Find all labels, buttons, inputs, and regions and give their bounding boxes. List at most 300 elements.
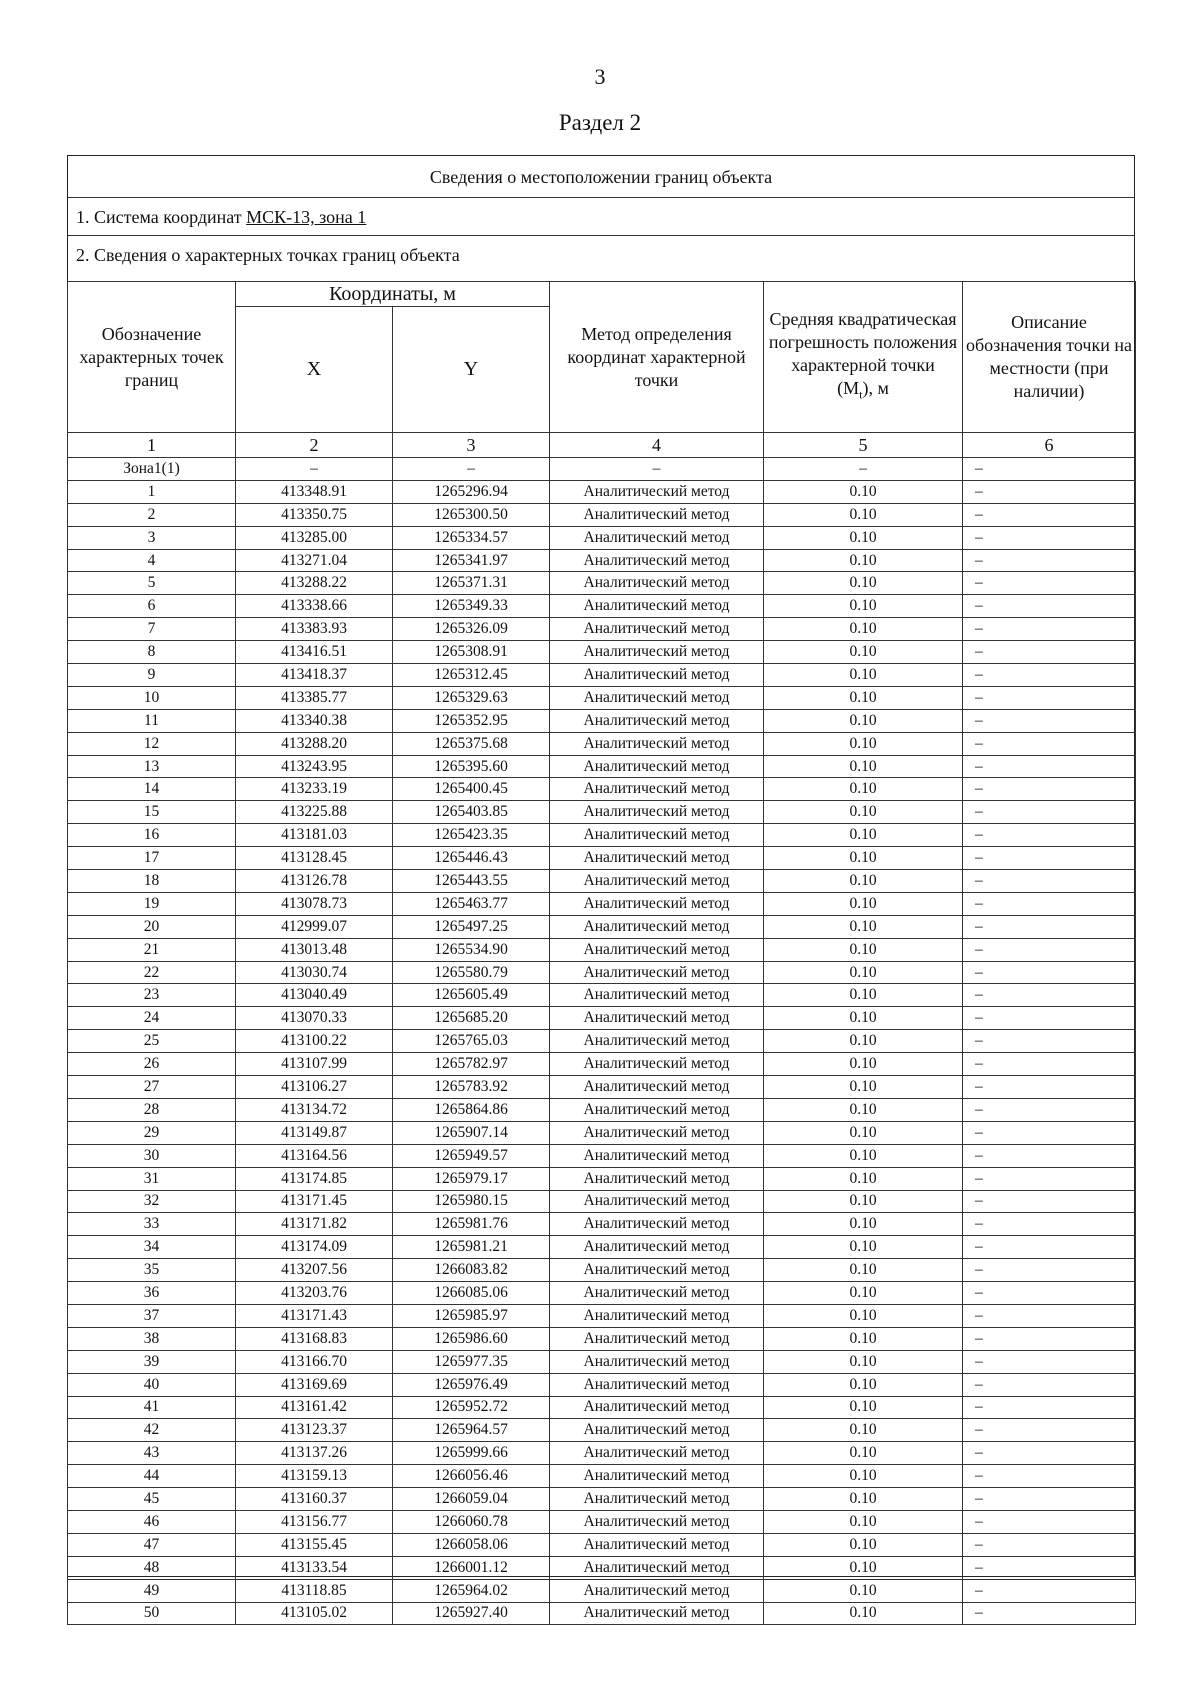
cell-error: 0.10	[764, 801, 963, 824]
cell-error: 0.10	[764, 480, 963, 503]
table-row	[68, 549, 1136, 572]
cell-y: 1266059.04	[393, 1488, 550, 1511]
cell-method: Аналитический метод	[550, 1396, 764, 1419]
table-row	[68, 1350, 1136, 1373]
column-number: 1	[68, 433, 236, 458]
cell-y: 1266001.12	[393, 1556, 550, 1579]
header-error-sub: t	[859, 387, 863, 402]
cell-error: 0.10	[764, 1602, 963, 1625]
cell-description: –	[963, 1465, 1136, 1488]
cell-designation: 27	[68, 1076, 236, 1099]
cell-designation: 38	[68, 1327, 236, 1350]
table-row	[68, 755, 1136, 778]
cell-error: 0.10	[764, 1488, 963, 1511]
cell-error: 0.10	[764, 892, 963, 915]
header-error-unit: ), м	[862, 377, 889, 398]
header-error-symbol: (M	[837, 377, 860, 398]
cell-error: 0.10	[764, 1259, 963, 1282]
cell-description: –	[963, 1327, 1136, 1350]
cell-description: –	[963, 1510, 1136, 1533]
cell-description: –	[963, 526, 1136, 549]
cell-x: 413159.13	[236, 1465, 393, 1488]
cell-designation: 31	[68, 1167, 236, 1190]
cell-description: –	[963, 549, 1136, 572]
page-number: 3	[594, 64, 606, 89]
cell-method: Аналитический метод	[550, 732, 764, 755]
cell-y: 1265927.40	[393, 1602, 550, 1625]
cell-error: 0.10	[764, 664, 963, 687]
cell-error: 0.10	[764, 1144, 963, 1167]
cell-x: 413225.88	[236, 801, 393, 824]
cell-method: Аналитический метод	[550, 549, 764, 572]
cell-x: 413105.02	[236, 1602, 393, 1625]
cell-description: –	[963, 1304, 1136, 1327]
cell-description: –	[963, 1236, 1136, 1259]
table-row	[68, 1213, 1136, 1236]
cell-method: Аналитический метод	[550, 915, 764, 938]
cell-x: 413030.74	[236, 961, 393, 984]
cell-error: 0.10	[764, 1556, 963, 1579]
cell-y: 1265308.91	[393, 641, 550, 664]
cell-designation: 22	[68, 961, 236, 984]
cell-description: –	[963, 1579, 1136, 1602]
cell-y: 1265964.02	[393, 1579, 550, 1602]
cell-x: 413181.03	[236, 824, 393, 847]
table-row	[68, 824, 1136, 847]
cell-designation: 26	[68, 1053, 236, 1076]
cell-x: 413285.00	[236, 526, 393, 549]
cell-description: –	[963, 1488, 1136, 1511]
cell-designation: 16	[68, 824, 236, 847]
cell-method: Аналитический метод	[550, 1236, 764, 1259]
table-row	[68, 1556, 1136, 1579]
cell-y: 1265907.14	[393, 1121, 550, 1144]
column-number-row	[68, 433, 1136, 458]
table-row	[68, 870, 1136, 893]
cell-error: 0.10	[764, 755, 963, 778]
cell-error: 0.10	[764, 938, 963, 961]
cell-method: Аналитический метод	[550, 1304, 764, 1327]
cell-error: 0.10	[764, 1236, 963, 1259]
cell-method: Аналитический метод	[550, 755, 764, 778]
cell-y: 1265685.20	[393, 1007, 550, 1030]
header-coordinates: Координаты, м	[236, 282, 550, 307]
table-row	[68, 938, 1136, 961]
table-row	[68, 503, 1136, 526]
table-row	[68, 1579, 1136, 1602]
cell-y: 1265443.55	[393, 870, 550, 893]
cell-error: 0.10	[764, 1213, 963, 1236]
cell-y: 1265999.66	[393, 1442, 550, 1465]
cell-description: –	[963, 1007, 1136, 1030]
cell-designation: 15	[68, 801, 236, 824]
cell-method: Аналитический метод	[550, 1373, 764, 1396]
cell-x: 413233.19	[236, 778, 393, 801]
coordinate-system-prefix: 1. Система координат	[76, 207, 242, 227]
table-row	[68, 1396, 1136, 1419]
cell-x: 413126.78	[236, 870, 393, 893]
cell-description: –	[963, 1076, 1136, 1099]
cell-y: 1266056.46	[393, 1465, 550, 1488]
table-row	[68, 1030, 1136, 1053]
cell-description: –	[963, 1144, 1136, 1167]
cell-description: –	[963, 458, 1136, 481]
cell-designation: 46	[68, 1510, 236, 1533]
header-error-text: Средняя квадратическая погрешность положения характерной точки	[768, 308, 958, 375]
table-row	[68, 1007, 1136, 1030]
cell-designation: 28	[68, 1098, 236, 1121]
cell-error: 0.10	[764, 847, 963, 870]
cell-description: –	[963, 892, 1136, 915]
cell-y: 1265986.60	[393, 1327, 550, 1350]
cell-method: –	[550, 458, 764, 481]
cell-description: –	[963, 1167, 1136, 1190]
cell-method: Аналитический метод	[550, 1190, 764, 1213]
points-heading: 2. Сведения о характерных точках границ объекта	[76, 245, 460, 265]
cell-y: 1265446.43	[393, 847, 550, 870]
cell-error: 0.10	[764, 1465, 963, 1488]
cell-y: 1265979.17	[393, 1167, 550, 1190]
cell-y: 1265352.95	[393, 709, 550, 732]
table-row	[68, 1236, 1136, 1259]
cell-description: –	[963, 824, 1136, 847]
cell-description: –	[963, 1350, 1136, 1373]
cell-x: 413160.37	[236, 1488, 393, 1511]
cell-y: 1265296.94	[393, 480, 550, 503]
cell-error: 0.10	[764, 1053, 963, 1076]
block-title: Сведения о местоположении границ объекта	[68, 156, 1134, 198]
table-row	[68, 618, 1136, 641]
table-row	[68, 961, 1136, 984]
table-row	[68, 480, 1136, 503]
cell-x: 413166.70	[236, 1350, 393, 1373]
cell-description: –	[963, 1533, 1136, 1556]
cell-error: 0.10	[764, 1030, 963, 1053]
cell-method: Аналитический метод	[550, 503, 764, 526]
cell-designation: 34	[68, 1236, 236, 1259]
cell-x: 413100.22	[236, 1030, 393, 1053]
cell-y: 1265395.60	[393, 755, 550, 778]
cell-y: 1265977.35	[393, 1350, 550, 1373]
cell-x: 413383.93	[236, 618, 393, 641]
cell-x: 413243.95	[236, 755, 393, 778]
cell-method: Аналитический метод	[550, 1053, 764, 1076]
header-y: Y	[393, 307, 550, 433]
cell-x: 413164.56	[236, 1144, 393, 1167]
cell-error: 0.10	[764, 984, 963, 1007]
cell-error: 0.10	[764, 1190, 963, 1213]
table-row	[68, 641, 1136, 664]
cell-method: Аналитический метод	[550, 1259, 764, 1282]
table-row	[68, 686, 1136, 709]
cell-designation: 32	[68, 1190, 236, 1213]
section-title: Раздел 2	[558, 110, 642, 135]
coordinate-system-value: МСК-13, зона 1	[246, 207, 367, 227]
cell-error: 0.10	[764, 1533, 963, 1556]
cell-x: 413070.33	[236, 1007, 393, 1030]
cell-x: 413149.87	[236, 1121, 393, 1144]
cell-designation: 47	[68, 1533, 236, 1556]
cell-x: 413169.69	[236, 1373, 393, 1396]
cell-designation: 17	[68, 847, 236, 870]
cell-method: Аналитический метод	[550, 1282, 764, 1305]
cell-error: 0.10	[764, 1510, 963, 1533]
cell-designation: 25	[68, 1030, 236, 1053]
cell-designation: 14	[68, 778, 236, 801]
cell-y: 1265497.25	[393, 915, 550, 938]
cell-method: Аналитический метод	[550, 824, 764, 847]
cell-method: Аналитический метод	[550, 1579, 764, 1602]
cell-designation: 43	[68, 1442, 236, 1465]
table-row	[68, 1510, 1136, 1533]
cell-description: –	[963, 1602, 1136, 1625]
cell-y: 1265976.49	[393, 1373, 550, 1396]
cell-y: 1265949.57	[393, 1144, 550, 1167]
cell-y: 1265952.72	[393, 1396, 550, 1419]
column-number: 6	[963, 433, 1136, 458]
cell-x: 413107.99	[236, 1053, 393, 1076]
cell-error: –	[764, 458, 963, 481]
cell-error: 0.10	[764, 595, 963, 618]
cell-y: 1265326.09	[393, 618, 550, 641]
table-row	[68, 1144, 1136, 1167]
table-row	[68, 1076, 1136, 1099]
cell-error: 0.10	[764, 572, 963, 595]
cell-x: 413203.76	[236, 1282, 393, 1305]
cell-error: 0.10	[764, 961, 963, 984]
cell-x: 413128.45	[236, 847, 393, 870]
cell-error: 0.10	[764, 1304, 963, 1327]
cell-method: Аналитический метод	[550, 1419, 764, 1442]
cell-description: –	[963, 1098, 1136, 1121]
column-number: 2	[236, 433, 393, 458]
table-row	[68, 915, 1136, 938]
cell-method: Аналитический метод	[550, 1030, 764, 1053]
cell-x: 413288.20	[236, 732, 393, 755]
cell-y: 1265580.79	[393, 961, 550, 984]
cell-x: 413078.73	[236, 892, 393, 915]
table-row	[68, 1259, 1136, 1282]
cell-method: Аналитический метод	[550, 961, 764, 984]
cell-x: 413134.72	[236, 1098, 393, 1121]
cell-description: –	[963, 503, 1136, 526]
cell-method: Аналитический метод	[550, 664, 764, 687]
cell-method: Аналитический метод	[550, 892, 764, 915]
cell-y: 1265864.86	[393, 1098, 550, 1121]
cell-description: –	[963, 664, 1136, 687]
cell-x: 413271.04	[236, 549, 393, 572]
zone-row	[68, 458, 1136, 481]
table-row	[68, 1488, 1136, 1511]
cell-designation: 23	[68, 984, 236, 1007]
cell-error: 0.10	[764, 1419, 963, 1442]
cell-method: Аналитический метод	[550, 870, 764, 893]
cell-x: 413174.09	[236, 1236, 393, 1259]
cell-method: Аналитический метод	[550, 595, 764, 618]
cell-method: Аналитический метод	[550, 1488, 764, 1511]
cell-x: 413385.77	[236, 686, 393, 709]
cell-x: 413123.37	[236, 1419, 393, 1442]
table-row	[68, 595, 1136, 618]
cell-designation: 36	[68, 1282, 236, 1305]
table-row	[68, 1098, 1136, 1121]
cell-x: 413340.38	[236, 709, 393, 732]
table-row	[68, 664, 1136, 687]
cell-x: 413118.85	[236, 1579, 393, 1602]
cell-method: Аналитический метод	[550, 480, 764, 503]
table-row	[68, 709, 1136, 732]
cell-designation: Зона1(1)	[68, 458, 236, 481]
cell-description: –	[963, 1396, 1136, 1419]
cell-error: 0.10	[764, 686, 963, 709]
cell-x: 413133.54	[236, 1556, 393, 1579]
cell-designation: 33	[68, 1213, 236, 1236]
table-row	[68, 1282, 1136, 1305]
cell-designation: 13	[68, 755, 236, 778]
table-row	[68, 801, 1136, 824]
cell-designation: 5	[68, 572, 236, 595]
cell-error: 0.10	[764, 1327, 963, 1350]
header-error	[764, 282, 963, 433]
cell-method: Аналитический метод	[550, 526, 764, 549]
cell-method: Аналитический метод	[550, 1465, 764, 1488]
table-row	[68, 1304, 1136, 1327]
cell-method: Аналитический метод	[550, 572, 764, 595]
cell-y: 1265782.97	[393, 1053, 550, 1076]
table-row	[68, 1465, 1136, 1488]
table-row	[68, 572, 1136, 595]
cell-x: 413171.43	[236, 1304, 393, 1327]
cell-error: 0.10	[764, 503, 963, 526]
cell-designation: 7	[68, 618, 236, 641]
cell-designation: 20	[68, 915, 236, 938]
table-row	[68, 892, 1136, 915]
cell-x: 412999.07	[236, 915, 393, 938]
table-row	[68, 526, 1136, 549]
cell-x: 413156.77	[236, 1510, 393, 1533]
cell-method: Аналитический метод	[550, 1007, 764, 1030]
cell-method: Аналитический метод	[550, 1442, 764, 1465]
cell-designation: 35	[68, 1259, 236, 1282]
cell-y: 1265371.31	[393, 572, 550, 595]
table-row	[68, 778, 1136, 801]
table-row	[68, 984, 1136, 1007]
cell-method: Аналитический метод	[550, 1098, 764, 1121]
table-header	[68, 282, 1136, 458]
cell-designation: 21	[68, 938, 236, 961]
cell-y: 1266083.82	[393, 1259, 550, 1282]
cell-method: Аналитический метод	[550, 686, 764, 709]
cell-designation: 8	[68, 641, 236, 664]
header-method: Метод определения координат характерной точки	[550, 282, 764, 433]
cell-method: Аналитический метод	[550, 1510, 764, 1533]
cell-designation: 29	[68, 1121, 236, 1144]
table-body	[68, 458, 1136, 1625]
cell-method: Аналитический метод	[550, 1213, 764, 1236]
cell-description: –	[963, 595, 1136, 618]
cell-designation: 1	[68, 480, 236, 503]
cell-error: 0.10	[764, 870, 963, 893]
cell-x: 413171.82	[236, 1213, 393, 1236]
cell-method: Аналитический метод	[550, 1144, 764, 1167]
table-row	[68, 1602, 1136, 1625]
table-row	[68, 1190, 1136, 1213]
cell-designation: 10	[68, 686, 236, 709]
cell-x: 413288.22	[236, 572, 393, 595]
table-row	[68, 1373, 1136, 1396]
cell-x: 413418.37	[236, 664, 393, 687]
cell-designation: 42	[68, 1419, 236, 1442]
cell-y: 1265341.97	[393, 549, 550, 572]
cell-description: –	[963, 1419, 1136, 1442]
cell-designation: 4	[68, 549, 236, 572]
cell-method: Аналитический метод	[550, 1533, 764, 1556]
cell-method: Аналитический метод	[550, 641, 764, 664]
cell-description: –	[963, 686, 1136, 709]
cell-error: 0.10	[764, 641, 963, 664]
cell-error: 0.10	[764, 1396, 963, 1419]
cell-y: 1266060.78	[393, 1510, 550, 1533]
cell-description: –	[963, 984, 1136, 1007]
cell-y: 1265334.57	[393, 526, 550, 549]
cell-x: 413416.51	[236, 641, 393, 664]
cell-description: –	[963, 1121, 1136, 1144]
cell-description: –	[963, 572, 1136, 595]
table-row	[68, 1167, 1136, 1190]
cell-description: –	[963, 618, 1136, 641]
cell-description: –	[963, 915, 1136, 938]
table-row	[68, 847, 1136, 870]
cell-x: 413155.45	[236, 1533, 393, 1556]
cell-y: 1265403.85	[393, 801, 550, 824]
cell-designation: 49	[68, 1579, 236, 1602]
header-x: X	[236, 307, 393, 433]
cell-error: 0.10	[764, 824, 963, 847]
cell-designation: 11	[68, 709, 236, 732]
table-row	[68, 732, 1136, 755]
coordinate-system	[68, 198, 1134, 236]
cell-x: 413207.56	[236, 1259, 393, 1282]
cell-description: –	[963, 1190, 1136, 1213]
cell-error: 0.10	[764, 1076, 963, 1099]
cell-designation: 24	[68, 1007, 236, 1030]
table-row	[68, 1419, 1136, 1442]
cell-designation: 40	[68, 1373, 236, 1396]
cell-description: –	[963, 870, 1136, 893]
cell-designation: 44	[68, 1465, 236, 1488]
cell-y: 1265349.33	[393, 595, 550, 618]
cell-y: 1265329.63	[393, 686, 550, 709]
cell-description: –	[963, 755, 1136, 778]
cell-y: 1265312.45	[393, 664, 550, 687]
cell-description: –	[963, 732, 1136, 755]
cell-method: Аналитический метод	[550, 984, 764, 1007]
cell-x: 413013.48	[236, 938, 393, 961]
table-row	[68, 1327, 1136, 1350]
cell-error: 0.10	[764, 526, 963, 549]
cell-method: Аналитический метод	[550, 1121, 764, 1144]
cell-y: 1265534.90	[393, 938, 550, 961]
cell-designation: 39	[68, 1350, 236, 1373]
cell-y: 1265400.45	[393, 778, 550, 801]
cell-y: 1265463.77	[393, 892, 550, 915]
cell-error: 0.10	[764, 1579, 963, 1602]
cell-description: –	[963, 961, 1136, 984]
cell-description: –	[963, 1373, 1136, 1396]
cell-y: 1265605.49	[393, 984, 550, 1007]
cell-designation: 48	[68, 1556, 236, 1579]
cell-method: Аналитический метод	[550, 801, 764, 824]
